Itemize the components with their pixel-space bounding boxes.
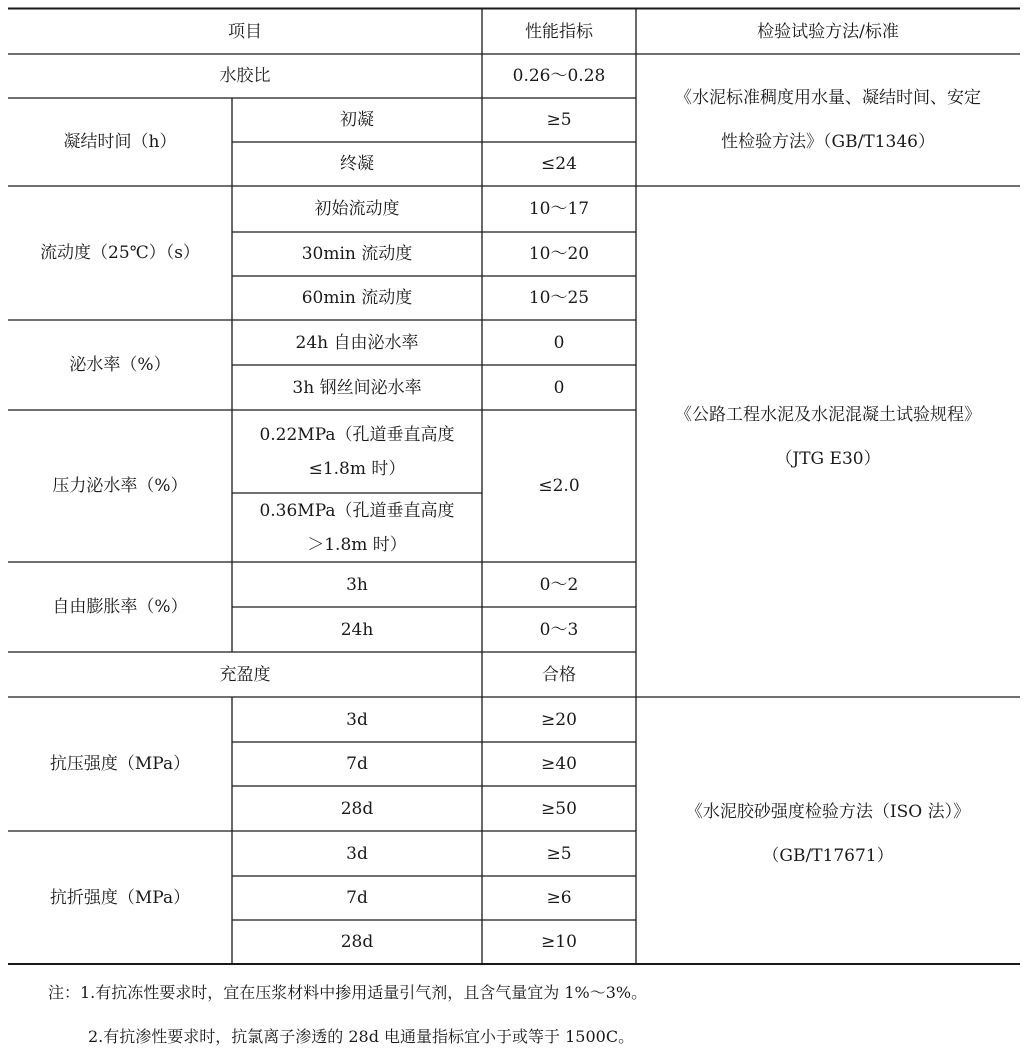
note-1: 注：1.有抗冻性要求时，宜在压浆材料中掺用适量引气剂，且含气量宜为 1%～3%。 xyxy=(48,983,648,1002)
flexural-28d-label: 28d xyxy=(340,932,374,952)
pressure-036-line1: 0.36MPa（孔道垂直高度 xyxy=(259,500,455,521)
setting-time-label: 凝结时间（h） xyxy=(63,132,177,152)
pressure-022-line1: 0.22MPa（孔道垂直高度 xyxy=(259,424,455,445)
fluidity-60min-label: 60min 流动度 xyxy=(301,288,413,308)
bleeding-24h-label: 24h 自由泌水率 xyxy=(295,332,419,353)
method-iso-line2: （GB/T17671） xyxy=(762,846,894,866)
compressive-3d-value: ≥20 xyxy=(541,709,577,730)
setting-final-label: 终凝 xyxy=(340,154,374,174)
fluidity-30min-value: 10～20 xyxy=(528,244,590,264)
wc-ratio-value: 0.26～0.28 xyxy=(512,66,606,86)
pressure-036-line2: ＞1.8m 时） xyxy=(307,534,407,555)
flexural-28d-value: ≥10 xyxy=(541,932,577,952)
method-iso xyxy=(636,784,1020,884)
flexural-3d-value: ≥5 xyxy=(546,843,572,864)
flexural-3d-label: 3d xyxy=(346,843,368,864)
method-jtg xyxy=(636,372,1020,502)
fluidity-label: 流动度（25℃）（s） xyxy=(40,243,200,263)
method-gb1346 xyxy=(636,54,1020,186)
flexural-7d-label: 7d xyxy=(346,888,368,908)
expansion-3h-value: 0～2 xyxy=(539,574,579,595)
compressive-28d-label: 28d xyxy=(340,798,374,819)
flexural-7d-value: ≥6 xyxy=(546,888,572,908)
compressive-7d-label: 7d xyxy=(346,754,368,774)
pressure-bleeding-value: ≤2.0 xyxy=(538,476,580,496)
header-index: 性能指标 xyxy=(525,21,593,42)
header-method: 检验试验方法/标准 xyxy=(757,21,899,42)
note-2: 2.有抗渗性要求时，抗氯离子渗透的 28d 电通量指标宜小于或等于 1500C。 xyxy=(88,1027,635,1046)
method-gb1346-line2: 性检验方法》（GB/T1346） xyxy=(721,132,935,152)
filling-label: 充盈度 xyxy=(219,664,271,685)
fluidity-30min-label: 30min 流动度 xyxy=(301,244,413,264)
expansion-3h-label: 3h xyxy=(346,574,368,595)
method-gb1346-line1: 《水泥标准稠度用水量、凝结时间、安定 xyxy=(675,88,981,108)
header-item: 项目 xyxy=(228,21,262,42)
expansion-24h-value: 0～3 xyxy=(539,619,579,640)
bleeding-3h-value: 0 xyxy=(553,377,565,398)
bleeding-label: 泌水率（%） xyxy=(69,355,171,375)
setting-initial-value: ≥5 xyxy=(546,110,572,130)
pressure-022-label xyxy=(232,410,482,493)
expansion-label: 自由膨胀率（%） xyxy=(52,597,188,617)
fluidity-initial-value: 10～17 xyxy=(528,199,590,219)
compressive-28d-value: ≥50 xyxy=(541,798,577,819)
pressure-bleeding-label: 压力泌水率（%） xyxy=(52,476,188,496)
wc-ratio-label: 水胶比 xyxy=(219,66,271,86)
fluidity-initial-label: 初始流动度 xyxy=(314,199,400,219)
compressive-7d-value: ≥40 xyxy=(541,754,577,774)
setting-initial-label: 初凝 xyxy=(340,110,374,130)
compressive-3d-label: 3d xyxy=(346,709,368,730)
filling-value: 合格 xyxy=(542,664,576,685)
method-jtg-line1: 《公路工程水泥及水泥混凝土试验规程》 xyxy=(675,405,981,425)
pressure-036-label xyxy=(232,493,482,562)
setting-final-value: ≤24 xyxy=(541,154,577,174)
flexural-label: 抗折强度（MPa） xyxy=(49,887,191,908)
method-jtg-line2: （JTG E30） xyxy=(775,449,881,469)
bleeding-3h-label: 3h 钢丝间泌水率 xyxy=(292,377,422,398)
pressure-022-line2: ≤1.8m 时） xyxy=(308,458,406,479)
compressive-label: 抗压强度（MPa） xyxy=(49,754,191,774)
fluidity-60min-value: 10～25 xyxy=(528,288,590,308)
method-iso-line1: 《水泥胶砂强度检验方法（ISO 法）》 xyxy=(685,802,971,822)
bleeding-24h-value: 0 xyxy=(553,332,565,353)
expansion-24h-label: 24h xyxy=(340,619,374,640)
